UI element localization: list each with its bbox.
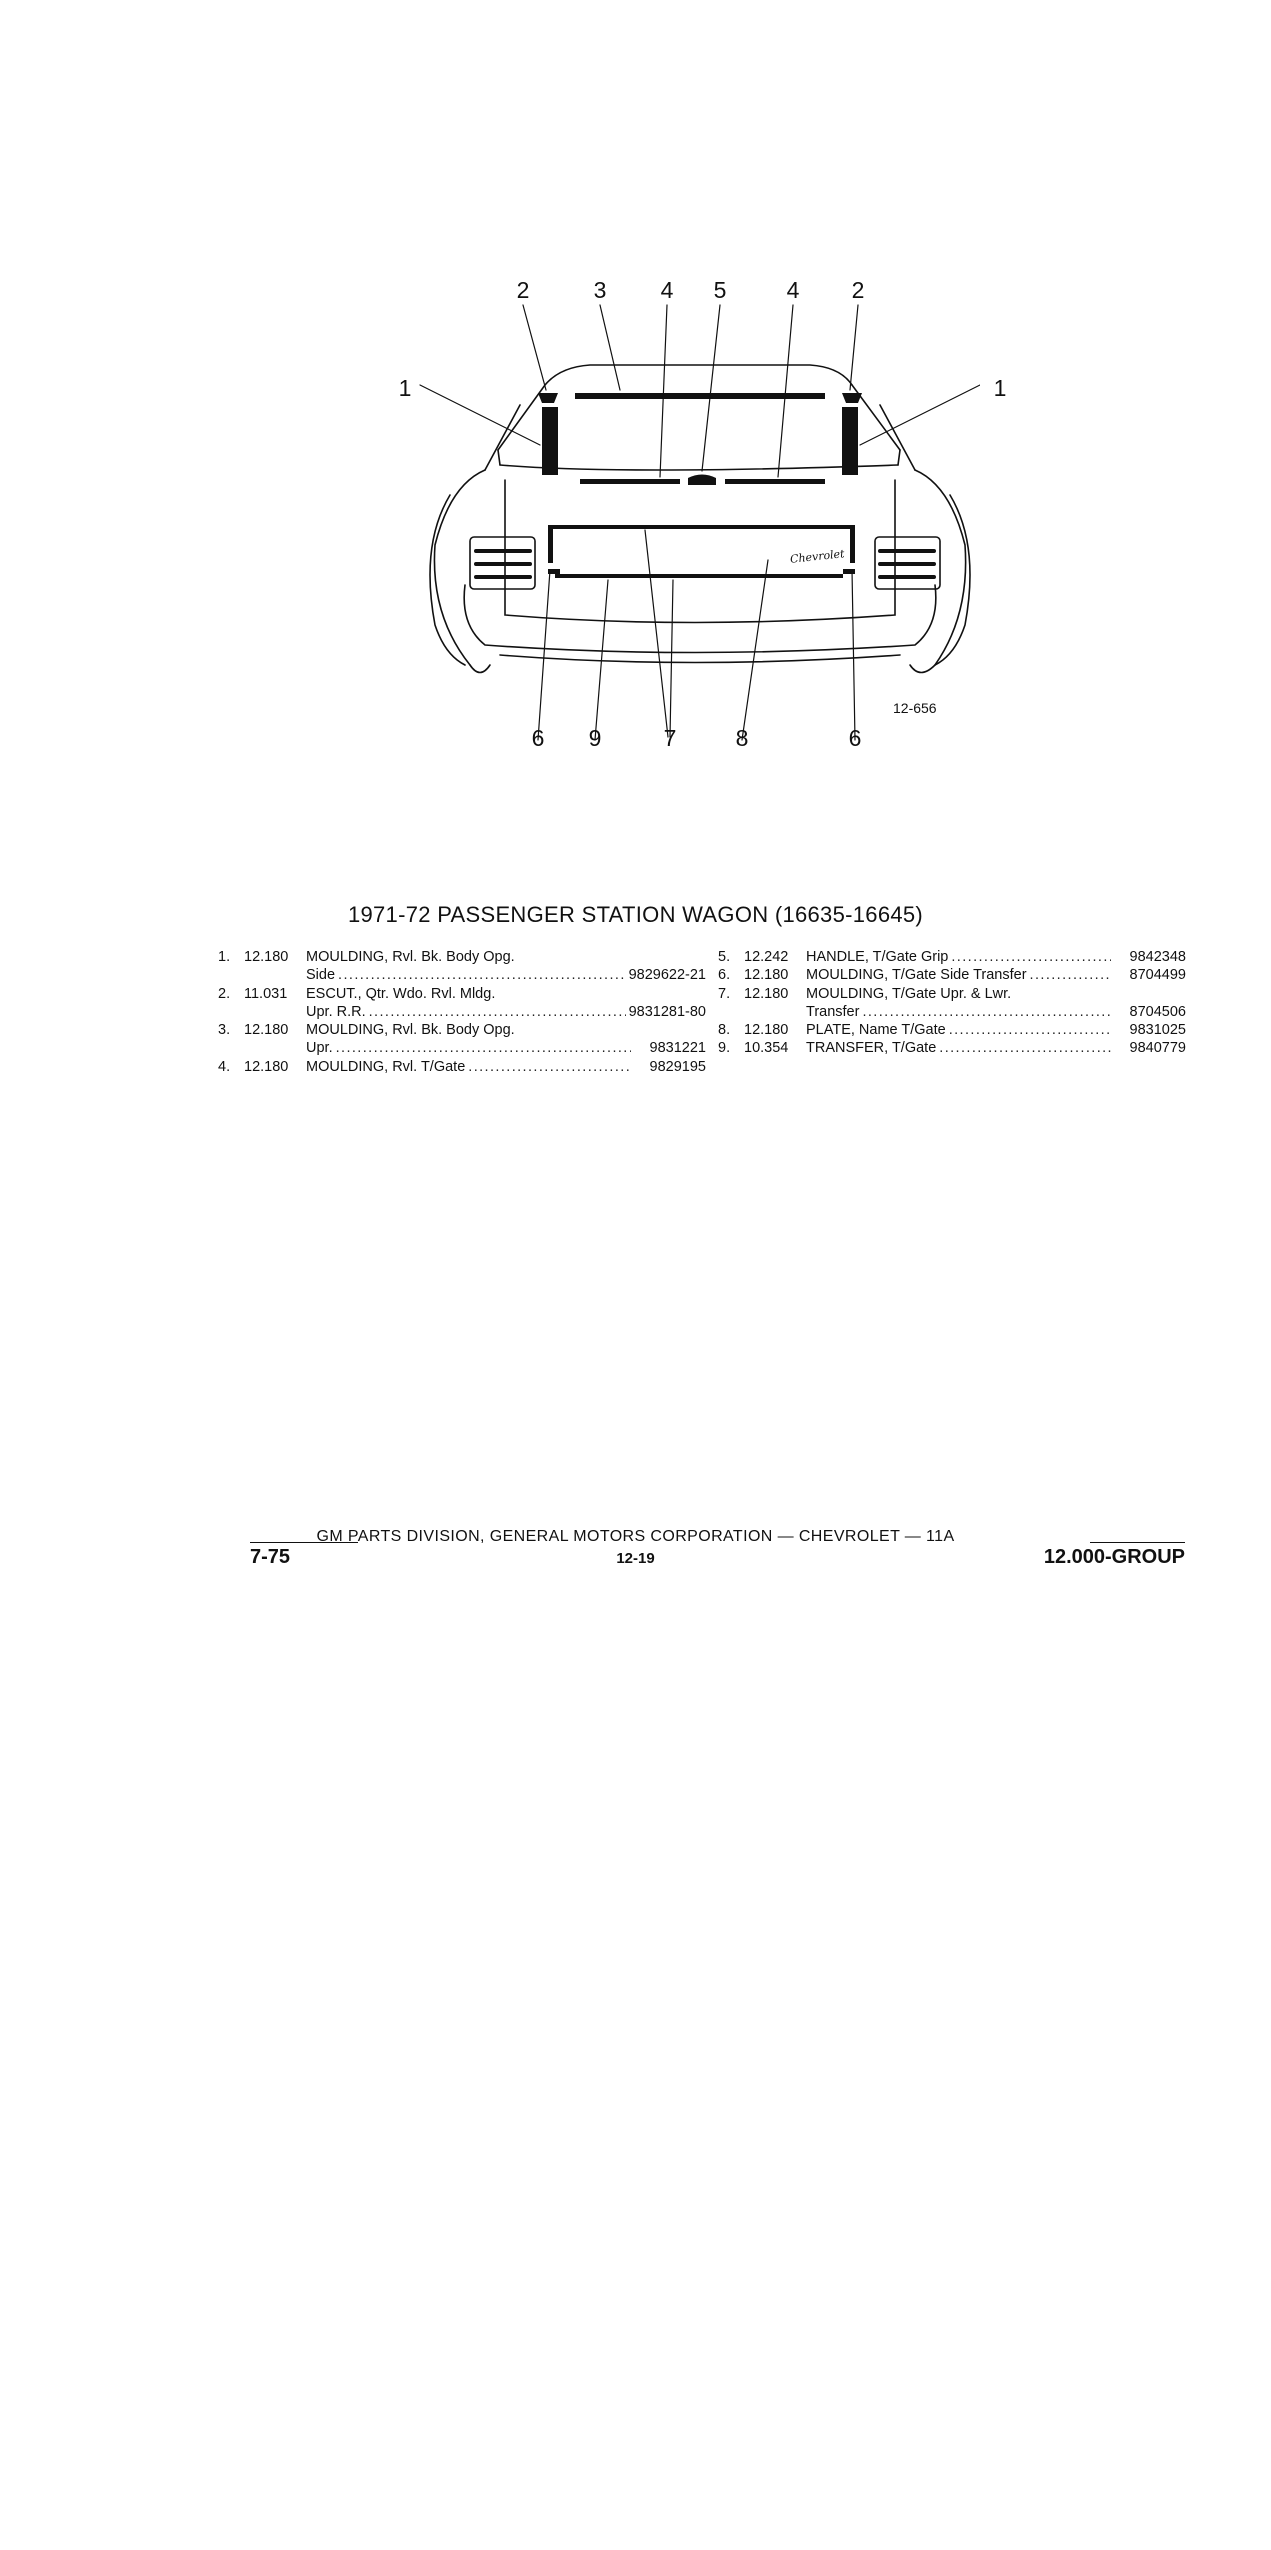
callout-1-right: 1 (993, 375, 1007, 401)
part-description: MOULDING, Rvl. T/Gate (306, 1058, 466, 1075)
page-title: 1971-72 PASSENGER STATION WAGON (16635-16645) (347, 902, 924, 927)
list-item (718, 1039, 1186, 1057)
part-number: 9829622-21 (628, 967, 706, 984)
list-item (718, 948, 1186, 966)
item-number: 7. (718, 985, 731, 1002)
part-description-cont: Upr. (306, 1040, 333, 1057)
item-number: 1. (218, 949, 231, 965)
list-item (218, 1021, 706, 1058)
item-number: 9. (718, 1040, 731, 1057)
part-description-cont: Transfer (806, 1003, 860, 1020)
list-item (218, 985, 706, 1022)
wagon-line-drawing (390, 285, 980, 765)
list-item (718, 1021, 1186, 1039)
part-number: 9831025 (1129, 1022, 1186, 1039)
footer-page-number: 12-19 (616, 1550, 655, 1567)
part-number: 9840779 (1129, 1040, 1186, 1057)
part-number: 9831221 (649, 1040, 706, 1057)
part-description: PLATE, Name T/Gate (806, 1022, 946, 1039)
callout-4-right: 4 (786, 277, 800, 303)
callout-2-left: 2 (516, 277, 530, 303)
part-description: ESCUT., Qtr. Wdo. Rvl. Mldg. (306, 985, 496, 1002)
callout-9: 9 (588, 725, 602, 751)
part-number: 9831281-80 (628, 1003, 706, 1020)
callout-1-left: 1 (398, 375, 412, 401)
footer-group: 12.000-GROUP (1043, 1546, 1185, 1568)
list-item (218, 1058, 706, 1076)
item-number: 6. (718, 967, 731, 984)
group-number: 11.031 (244, 985, 288, 1002)
group-number: 12.180 (244, 1058, 289, 1075)
item-number: 5. (718, 949, 731, 965)
part-description: MOULDING, T/Gate Side Transfer (806, 967, 1027, 984)
item-number: 4. (218, 1058, 231, 1075)
group-number: 12.180 (244, 949, 289, 965)
callout-2-right: 2 (851, 277, 865, 303)
footer-division-text: GM PARTS DIVISION, GENERAL MOTORS CORPORATION — CHEVROLET — 11A (316, 1528, 955, 1545)
callout-7: 7 (663, 725, 677, 751)
item-number: 3. (218, 1022, 231, 1039)
callout-6-right: 6 (848, 725, 862, 751)
part-description: HANDLE, T/Gate Grip (806, 949, 949, 965)
callout-4-left: 4 (660, 277, 674, 303)
parts-list-right (718, 948, 1186, 1058)
part-number: 8704506 (1129, 1003, 1186, 1020)
callout-8: 8 (735, 725, 749, 751)
callout-5: 5 (713, 277, 727, 303)
group-number: 12.180 (744, 967, 789, 984)
callout-3: 3 (593, 277, 607, 303)
part-description-cont: Upr. R.R. (306, 1003, 366, 1020)
item-number: 8. (718, 1022, 731, 1039)
group-number: 10.354 (744, 1040, 789, 1057)
item-number: 2. (218, 985, 231, 1002)
list-item (718, 985, 1186, 1022)
group-number: 12.242 (744, 949, 789, 965)
parts-list-left (218, 948, 706, 1076)
part-number: 8704499 (1129, 967, 1186, 984)
list-item (718, 966, 1186, 984)
callout-6-left: 6 (531, 725, 545, 751)
chevrolet-script-nameplate: Chevrolet (789, 547, 846, 566)
part-number: 9829195 (649, 1058, 706, 1075)
part-number: 9842348 (1129, 949, 1186, 965)
part-description: TRANSFER, T/Gate (806, 1040, 937, 1057)
part-description-cont: Side (306, 967, 336, 984)
group-number: 12.180 (744, 1022, 789, 1039)
part-description: MOULDING, Rvl. Bk. Body Opg. (306, 1022, 515, 1039)
part-description: MOULDING, Rvl. Bk. Body Opg. (306, 949, 515, 965)
footer-date: 7-75 (250, 1546, 291, 1568)
group-number: 12.180 (244, 1022, 289, 1039)
group-number: 12.180 (744, 985, 789, 1002)
list-item (218, 948, 706, 985)
figure-number: 12-656 (893, 700, 937, 716)
part-description: MOULDING, T/Gate Upr. & Lwr. (806, 985, 1012, 1002)
station-wagon-rear-illustration (390, 277, 1007, 765)
